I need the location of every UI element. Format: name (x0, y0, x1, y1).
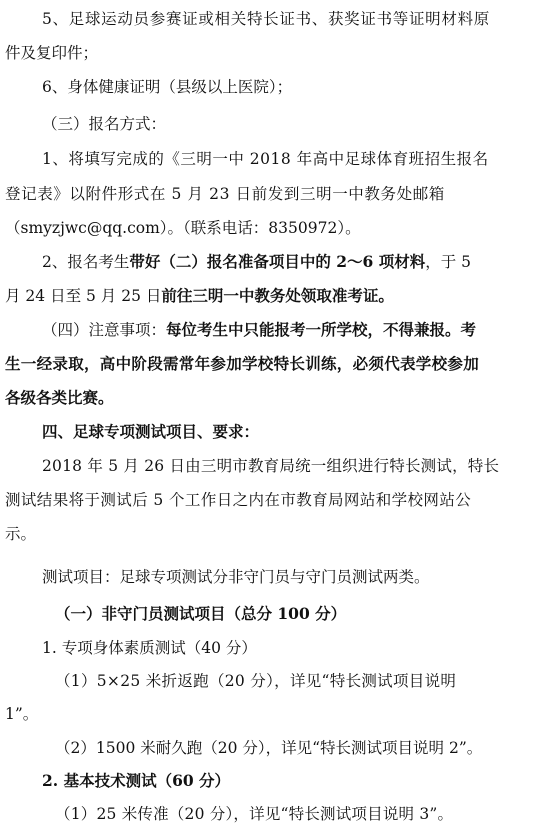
text-line: 6、身体健康证明（县级以上医院）； (42, 78, 293, 96)
text-line: 1”。 (5, 705, 39, 723)
text-line: 5、足球运动员参赛证或相关特长证书、获奖证书等证明材料原 (42, 10, 490, 28)
text-line: 测试结果将于测试后 5 个工作日之内在市教育局网站和学校网站公 (5, 491, 472, 509)
text-line: （2）1500 米耐久跑（20 分），详见“特长测试项目说明 2”。 (55, 739, 483, 757)
text-line: （1）25 米传准（20 分），详见“特长测试项目说明 3”。 (55, 805, 454, 823)
text-line (5, 285, 394, 307)
text-line: 件及复印件； (5, 44, 99, 62)
text-line: 测试项目：足球专项测试分非守门员与守门员测试两类。 (42, 568, 430, 586)
text-run: 2、报名考生 (42, 253, 130, 271)
text-line: （smyzjwc@qq.com）。（联系电话：8350972）。 (5, 219, 361, 237)
bold-text-run: 每位考生中只能报考一所学校，不得兼报。考 (166, 320, 477, 339)
section-heading: （三）报名方式： (42, 115, 167, 133)
text-run: 月 24 日至 5 月 25 日 (5, 287, 162, 305)
bold-text-line: 生一经录取，高中阶段需常年参加学校特长训练，必须代表学校参加 (5, 354, 480, 373)
text-line (42, 319, 476, 341)
subsection-heading: 1. 专项身体素质测试（40 分） (42, 639, 257, 657)
bold-text-line: 各级各类比赛。 (5, 388, 114, 407)
text-line (42, 251, 471, 273)
text-run: ，于 5 (425, 253, 472, 271)
bold-text-run: 带好（二）报名准备项目中的 2～6 项材料 (129, 252, 426, 271)
text-line: （1）5×25 米折返跑（20 分），详见“特长测试项目说明 (55, 672, 457, 690)
text-line: 2018 年 5 月 26 日由三明市教育局统一组织进行特长测试，特长 (42, 457, 500, 475)
text-line: 示。 (5, 525, 37, 543)
text-line: 1、将填写完成的《三明一中 2018 年高中足球体育班招生报名 (42, 150, 489, 168)
subsection-heading: （一）非守门员测试项目（总分 100 分） (55, 604, 347, 623)
subsection-heading: 2. 基本技术测试（60 分） (42, 771, 231, 790)
text-run: （四）注意事项： (42, 321, 167, 339)
section-heading: 四、足球专项测试项目、要求： (42, 422, 260, 441)
bold-text-run: 前往三明一中教务处领取准考证。 (161, 286, 394, 305)
text-line: 登记表》以附件形式在 5 月 23 日前发到三明一中教务处邮箱 (5, 185, 445, 203)
